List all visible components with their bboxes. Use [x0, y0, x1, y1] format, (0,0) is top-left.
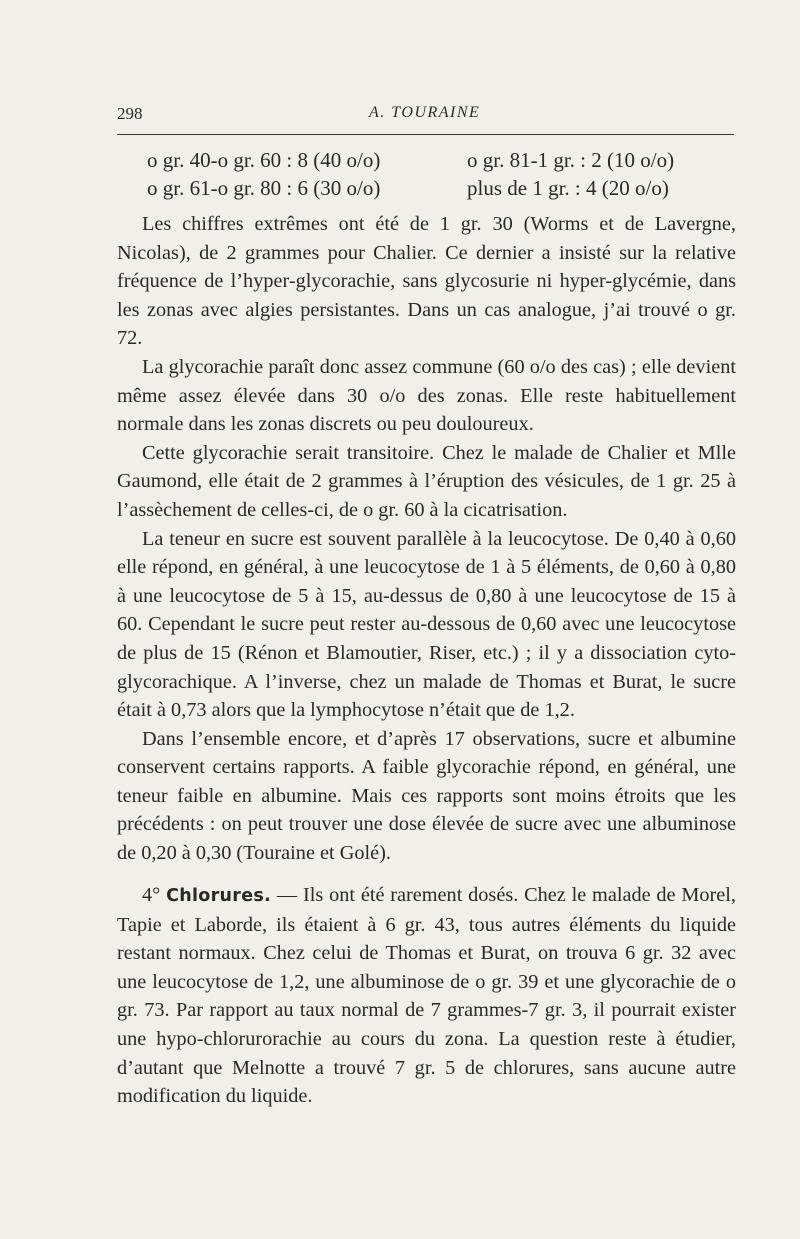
section-heading: Chlorures.	[166, 886, 272, 906]
page-header	[117, 102, 734, 128]
stats-row	[147, 174, 737, 202]
paragraph: La glycorachie paraît donc assez commune (60 o/o des cas) ; elle devient même assez élevée dans 30 o/o des zonas. Elle reste habituellement normale dans les zonas discrets ou peu douloureux.	[117, 355, 736, 436]
section-text: — Ils ont été rarement dosés. Chez le malade de Morel, Tapie et Laborde, ils étaient à 6 gr. 43, tous autres éléments du liquide restant normaux. Chez celui de Thomas et Burat, on trouva 6 gr. 32 avec une leucocytose de 1,2, une albuminose de o gr. 39 et une glycorachie de o gr. 73. Par rapport au taux normal de 7 grammes-7 gr. 3, il pourrait exister une hypo-chlorurorachie au cours du zona. La question reste à étudier, d’autant que Melnotte a trouvé 7 gr. 5 de chlorures, sans aucune autre modification du liquide.	[117, 884, 737, 1108]
stats-cell: o gr. 81-1 gr. : 2 (10 o/o)	[467, 148, 675, 172]
paragraph: Les chiffres extrêmes ont été de 1 gr. 30 (Worms et de Lavergne, Nicolas), de 2 grammes pour Chalier. Ce dernier a insisté sur la relative fréquence de l’hyper-glycorachie, sans glycosurie ni hyper-glycémie, dans les zonas avec algies persistantes. Dans un cas analogue, j’ai trouvé o gr. 72.	[117, 213, 736, 350]
section-number: 4°	[142, 884, 161, 906]
stats-cell: o gr. 61-o gr. 80 : 6 (30 o/o)	[147, 176, 381, 200]
header-rule	[117, 134, 734, 135]
stats-row	[147, 146, 737, 174]
body-text	[117, 210, 736, 868]
section-chlorures	[117, 881, 736, 1111]
stats-cell: o gr. 40-o gr. 60 : 8 (40 o/o)	[147, 148, 381, 172]
page-number: 298	[117, 104, 143, 123]
glycorachie-stats	[147, 146, 737, 202]
paragraph: Dans l’ensemble encore, et d’après 17 observations, sucre et albumine conservent certains rapports. A faible glycorachie répond, en général, une teneur faible en albumine. Mais ces rapports sont moins étroits que les précédents : on peut trouver une dose élevée de sucre avec une albuminose de 0,20 à 0,30 (Touraine et Golé).	[117, 727, 736, 865]
running-title: A. TOURAINE	[369, 104, 481, 121]
section-paragraph	[117, 881, 736, 1111]
stats-cell: plus de 1 gr. : 4 (20 o/o)	[467, 176, 669, 200]
paragraph: Cette glycorachie serait transitoire. Chez le malade de Chalier et Mlle Gaumond, elle était de 2 grammes à l’éruption des vésicules, de 1 gr. 25 à l’assèchement de celles-ci, de o gr. 60 à la cicatrisation.	[117, 441, 736, 521]
paragraph: La teneur en sucre est souvent parallèle à la leucocytose. De 0,40 à 0,60 elle répond, en général, à une leucocytose de 1 à 5 éléments, de 0,60 à 0,80 à une leucocytose de 5 à 15, au-dessus de 0,80 à une leucocytose de 15 à 60. Cependant le sucre peut rester au-dessous de 0,60 avec une leucocytose de plus de 15 (Rénon et Blamoutier, Riser, etc.) ; il y a dissociation cyto-glycorachique. A l’inverse, chez un malade de Thomas et Burat, le sucre était à 0,73 alors que la lymphocytose n’était que de 1,2.	[117, 527, 736, 722]
